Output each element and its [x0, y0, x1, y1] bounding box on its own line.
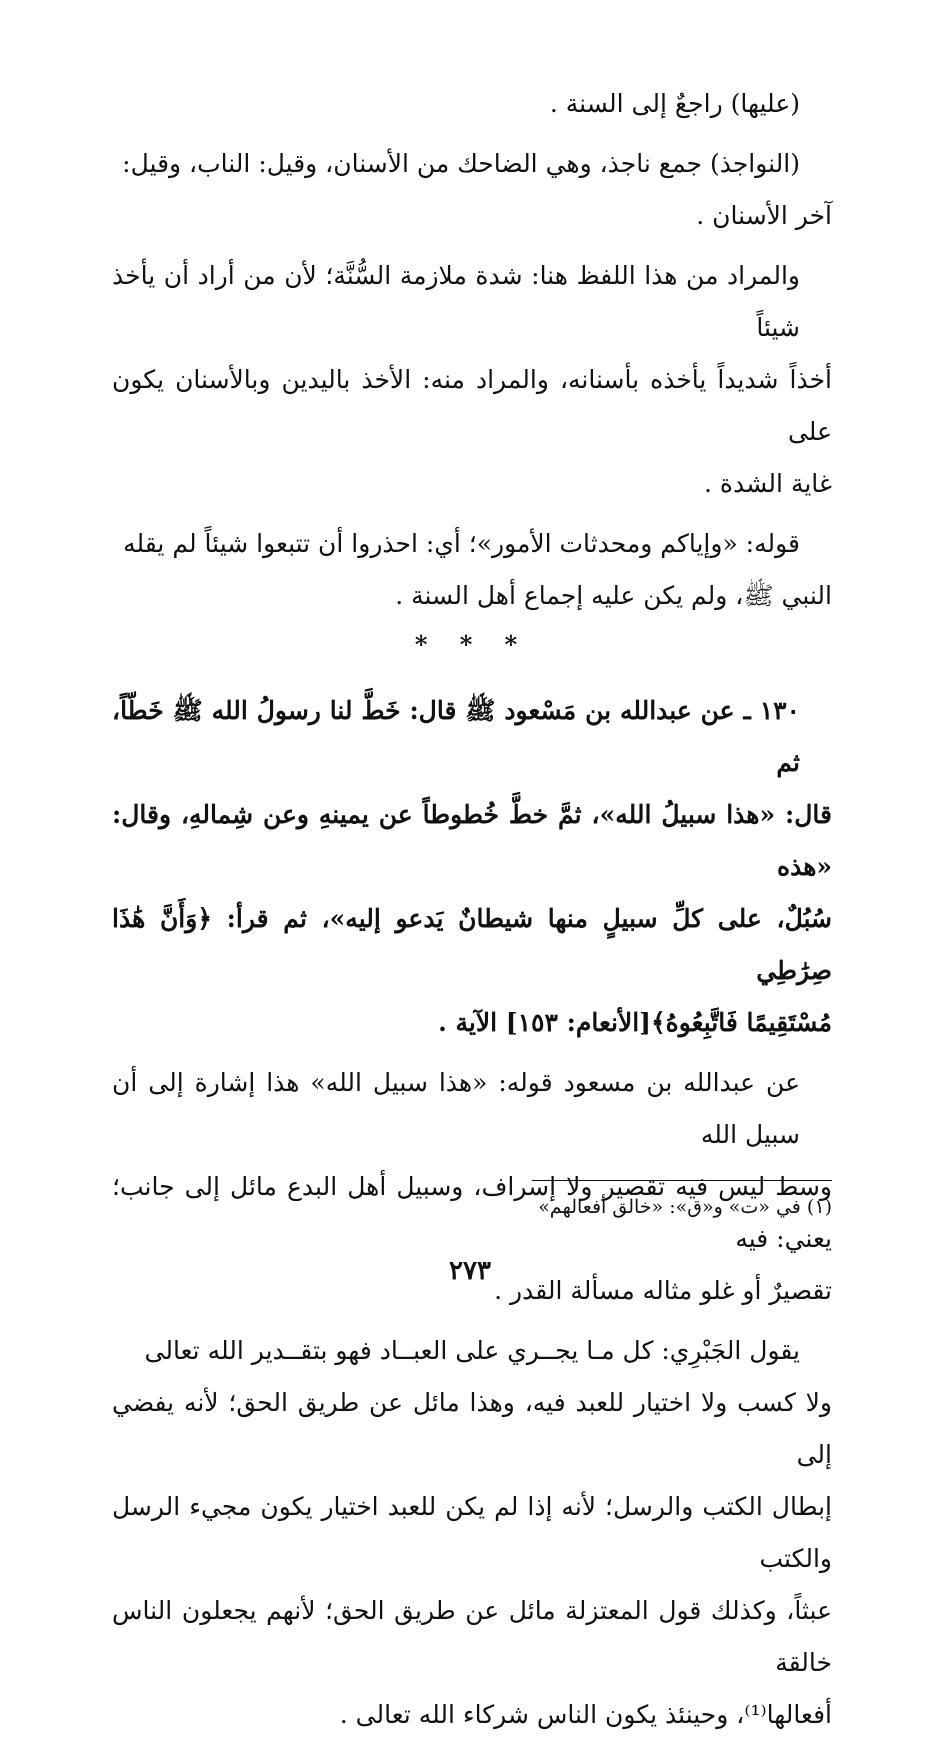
text-line: أخذاً شديداً يأخذه بأسنانه، والمراد منه: الأخذ باليدين وبالأسنان يكون على [112, 365, 832, 446]
paragraph-3 [112, 250, 832, 510]
text-line: (عليها) راجعٌ إلى السنة . [549, 89, 800, 118]
footnote-divider [532, 1180, 832, 1181]
commentary-paragraph-2 [112, 1325, 832, 1741]
text-line: (النواجذ) جمع ناجذ، وهي الضاحك من الأسنان، وقيل: الناب، وقيل: [122, 149, 800, 178]
footnote: (١) في «ت» و«ق»: «خالق أفعالهم» [538, 1196, 832, 1218]
hadith-text [112, 685, 832, 1049]
text-line: إبطال الكتب والرسل؛ لأنه إذا لم يكن للعبد اختيار يكون مجيء الرسل والكتب [112, 1492, 832, 1573]
text-line: عن عبدالله بن مسعود قوله: «هذا سبيل الله» هذا إشارة إلى أن سبيل الله [112, 1068, 800, 1149]
text-line: يقول الجَبْرِي: كل مـا يجــري على العبــاد فهو بتقــدير الله تعالى [144, 1336, 800, 1365]
text-line: آخر الأسنان . [696, 201, 832, 230]
text-line: أفعالها⁽¹⁾، وحينئذ يكون الناس شركاء الله تعالى . [339, 1700, 832, 1729]
section-separator: * * * [414, 630, 530, 659]
text-line: مُسْتَقِيمًا فَاتَّبِعُوهُ﴾[الأنعام: ١٥٣] الآية . [438, 1008, 832, 1037]
text-line: والمراد من هذا اللفظ هنا: شدة ملازمة السُّنَّة؛ لأن من أراد أن يأخذ شيئاً [112, 261, 800, 342]
paragraph-1 [112, 78, 832, 130]
text-line: ولا كسب ولا اختيار للعبد فيه، وهذا مائل عن طريق الحق؛ لأنه يفضي إلى [112, 1388, 832, 1469]
paragraph-4 [112, 518, 832, 622]
text-line: النبي ﷺ، ولم يكن عليه إجماع أهل السنة . [395, 581, 832, 610]
text-line: قوله: «وإياكم ومحدثات الأمور»؛ أي: احذروا أن تتبعوا شيئاً لم يقله [123, 529, 800, 558]
text-line: وسط ليس فيه تقصير ولا إسراف، وسبيل أهل البدع مائل إلى جانب؛ يعني: فيه [112, 1172, 832, 1253]
text-line: غاية الشدة . [704, 469, 832, 498]
text-line: قال: «هذا سبيلُ الله»، ثمَّ خطَّ خُطوطاً عن يمينهِ وعن شِمالهِ، وقال: «هذه [112, 800, 832, 881]
text-line: ١٣٠ ـ عن عبدالله بن مَسْعود ﷺ قال: خَطَّ لنا رسولُ الله ﷺ خَطّاً، ثم [112, 696, 800, 777]
text-line: عبثاً، وكذلك قول المعتزلة مائل عن طريق الحق؛ لأنهم يجعلون الناس خالقة [112, 1596, 832, 1677]
page-number: ٢٧٣ [449, 1256, 491, 1286]
paragraph-2 [112, 138, 832, 242]
text-line: تقصيرٌ أو غلو مثاله مسألة القدر . [494, 1276, 832, 1305]
text-line: سُبُلٌ، على كلِّ سبيلٍ منها شيطانٌ يَدعو إليه»، ثم قرأ: ﴿وَأَنَّ هَٰذَا صِرَٰطِي [112, 904, 832, 985]
